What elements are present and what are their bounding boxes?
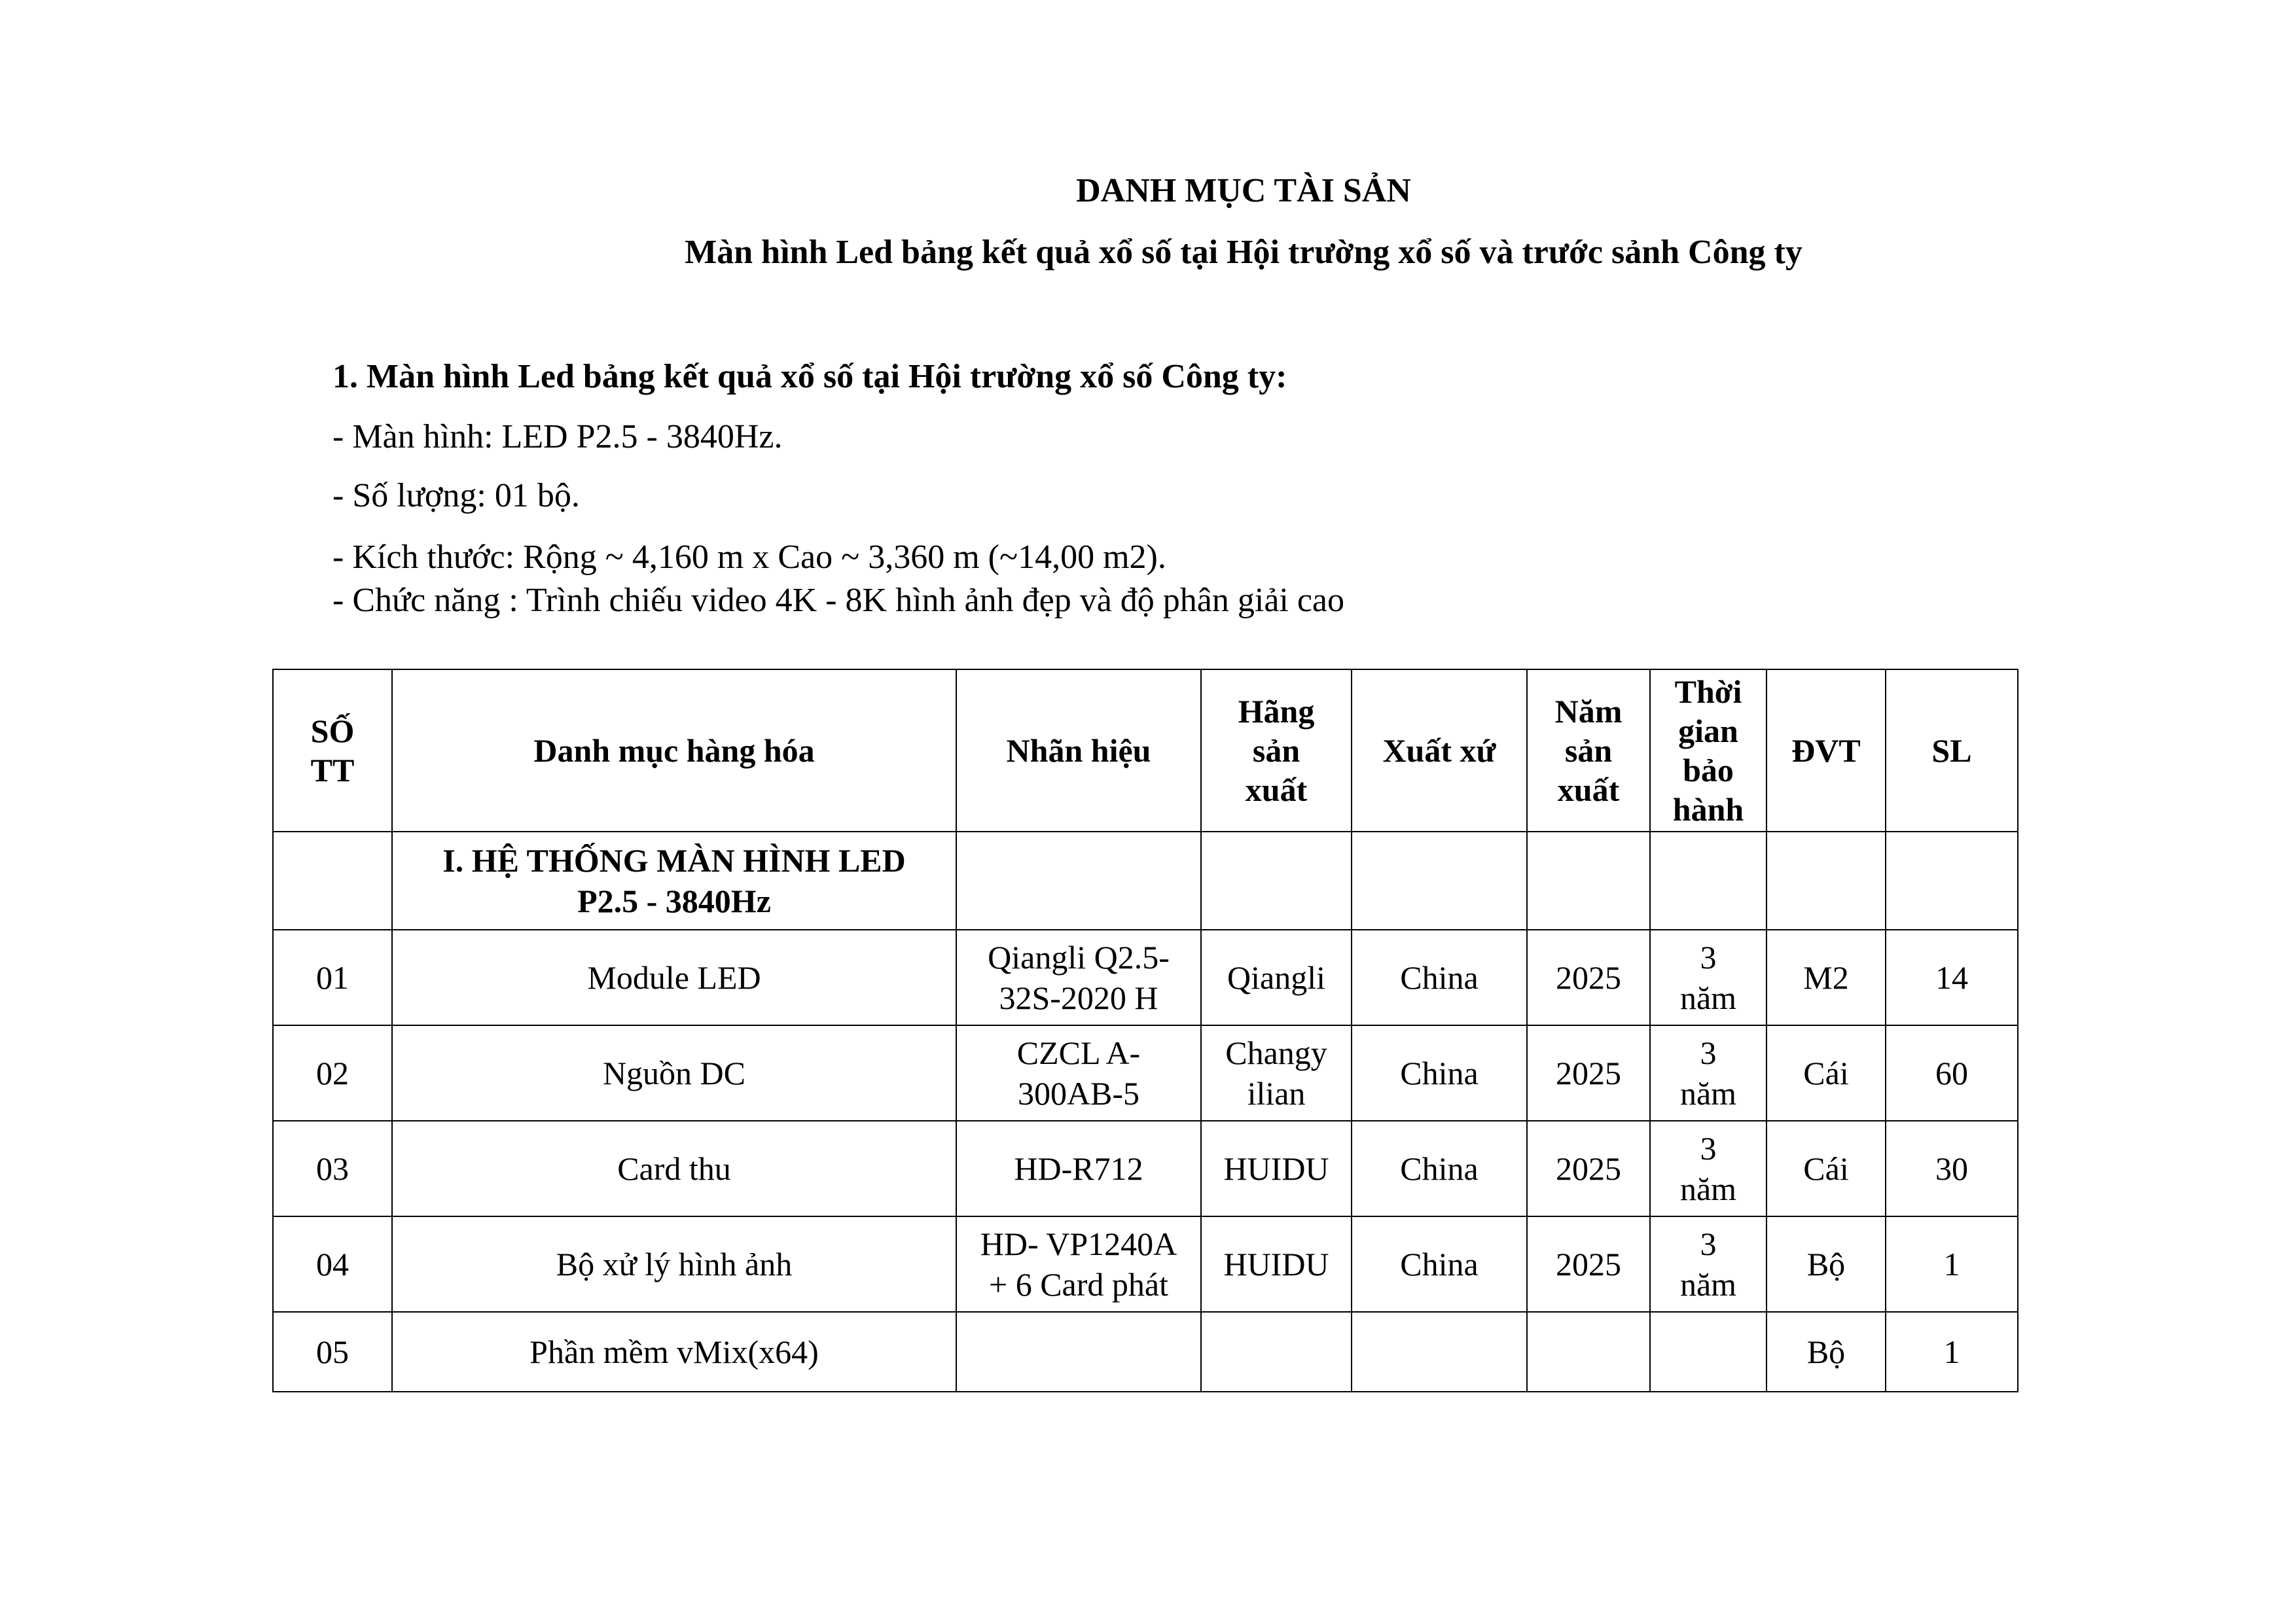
cell-warranty: 3 năm [1650, 1216, 1767, 1312]
spec-line-display: - Màn hình: LED P2.5 - 3840Hz. [332, 418, 783, 455]
table-row [273, 1121, 2018, 1216]
table-header-row [273, 669, 2018, 832]
group-empty-cell [1767, 832, 1886, 930]
cell-item-name: Nguồn DC [392, 1025, 956, 1121]
header-maker: Hãng sản xuất [1201, 669, 1352, 832]
group-empty-cell [1886, 832, 2018, 930]
cell-warranty: 3 năm [1650, 1025, 1767, 1121]
cell-brand: CZCL A- 300AB-5 [956, 1025, 1201, 1121]
cell-qty: 30 [1886, 1121, 2018, 1216]
header-brand: Nhãn hiệu [956, 669, 1201, 832]
cell-origin: China [1352, 1121, 1527, 1216]
cell-unit: Bộ [1767, 1312, 1886, 1392]
cell-origin: China [1352, 1216, 1527, 1312]
group-row [273, 832, 2018, 930]
cell-qty: 60 [1886, 1025, 2018, 1121]
cell-warranty: 3 năm [1650, 930, 1767, 1025]
cell-year [1527, 1312, 1650, 1392]
header-qty: SL [1886, 669, 2018, 832]
group-empty-cell [1201, 832, 1352, 930]
cell-year: 2025 [1527, 1025, 1650, 1121]
cell-maker: HUIDU [1201, 1121, 1352, 1216]
spec-line-quantity: - Số lượng: 01 bộ. [332, 477, 580, 514]
group-stt-cell [273, 832, 392, 930]
cell-brand: HD- VP1240A + 6 Card phát [956, 1216, 1201, 1312]
table-row [273, 1216, 2018, 1312]
group-empty-cell [956, 832, 1201, 930]
asset-table [272, 669, 2018, 1392]
cell-year: 2025 [1527, 1121, 1650, 1216]
header-warranty: Thời gian bảo hành [1650, 669, 1767, 832]
group-label: I. HỆ THỐNG MÀN HÌNH LED P2.5 - 3840Hz [392, 832, 956, 930]
group-empty-cell [1650, 832, 1767, 930]
cell-maker: HUIDU [1201, 1216, 1352, 1312]
cell-stt: 01 [273, 930, 392, 1025]
cell-brand: Qiangli Q2.5- 32S-2020 H [956, 930, 1201, 1025]
cell-brand: HD-R712 [956, 1121, 1201, 1216]
cell-brand [956, 1312, 1201, 1392]
cell-stt: 05 [273, 1312, 392, 1392]
cell-maker: Changy ilian [1201, 1025, 1352, 1121]
cell-unit: Cái [1767, 1121, 1886, 1216]
cell-origin [1352, 1312, 1527, 1392]
cell-warranty [1650, 1312, 1767, 1392]
cell-item-name: Phần mềm vMix(x64) [392, 1312, 956, 1392]
document-subtitle: Màn hình Led bảng kết quả xổ số tại Hội trường xổ số và trước sảnh Công ty [685, 234, 1803, 271]
cell-qty: 14 [1886, 930, 2018, 1025]
spec-line-size: - Kích thước: Rộng ~ 4,160 m x Cao ~ 3,360 m (~14,00 m2). [332, 538, 1166, 576]
cell-item-name: Card thu [392, 1121, 956, 1216]
cell-unit: Cái [1767, 1025, 1886, 1121]
header-item-name: Danh mục hàng hóa [392, 669, 956, 832]
cell-qty: 1 [1886, 1312, 2018, 1392]
group-empty-cell [1527, 832, 1650, 930]
header-unit: ĐVT [1767, 669, 1886, 832]
cell-unit: M2 [1767, 930, 1886, 1025]
table-row [273, 1025, 2018, 1121]
spec-line-function: - Chức năng : Trình chiếu video 4K - 8K hình ảnh đẹp và độ phân giải cao [332, 582, 1345, 619]
cell-origin: China [1352, 1025, 1527, 1121]
section-heading: 1. Màn hình Led bảng kết quả xổ số tại Hội trường xổ số Công ty: [332, 358, 1287, 395]
cell-qty: 1 [1886, 1216, 2018, 1312]
cell-origin: China [1352, 930, 1527, 1025]
cell-stt: 02 [273, 1025, 392, 1121]
cell-year: 2025 [1527, 930, 1650, 1025]
document-title: DANH MỤC TÀI SẢN [1076, 172, 1411, 209]
header-year: Năm sản xuất [1527, 669, 1650, 832]
cell-maker [1201, 1312, 1352, 1392]
cell-year: 2025 [1527, 1216, 1650, 1312]
cell-item-name: Module LED [392, 930, 956, 1025]
cell-maker: Qiangli [1201, 930, 1352, 1025]
header-origin: Xuất xứ [1352, 669, 1527, 832]
cell-warranty: 3 năm [1650, 1121, 1767, 1216]
cell-stt: 03 [273, 1121, 392, 1216]
cell-item-name: Bộ xử lý hình ảnh [392, 1216, 956, 1312]
group-empty-cell [1352, 832, 1527, 930]
cell-stt: 04 [273, 1216, 392, 1312]
table-row [273, 930, 2018, 1025]
cell-unit: Bộ [1767, 1216, 1886, 1312]
header-stt: SỐ TT [273, 669, 392, 832]
table-row [273, 1312, 2018, 1392]
